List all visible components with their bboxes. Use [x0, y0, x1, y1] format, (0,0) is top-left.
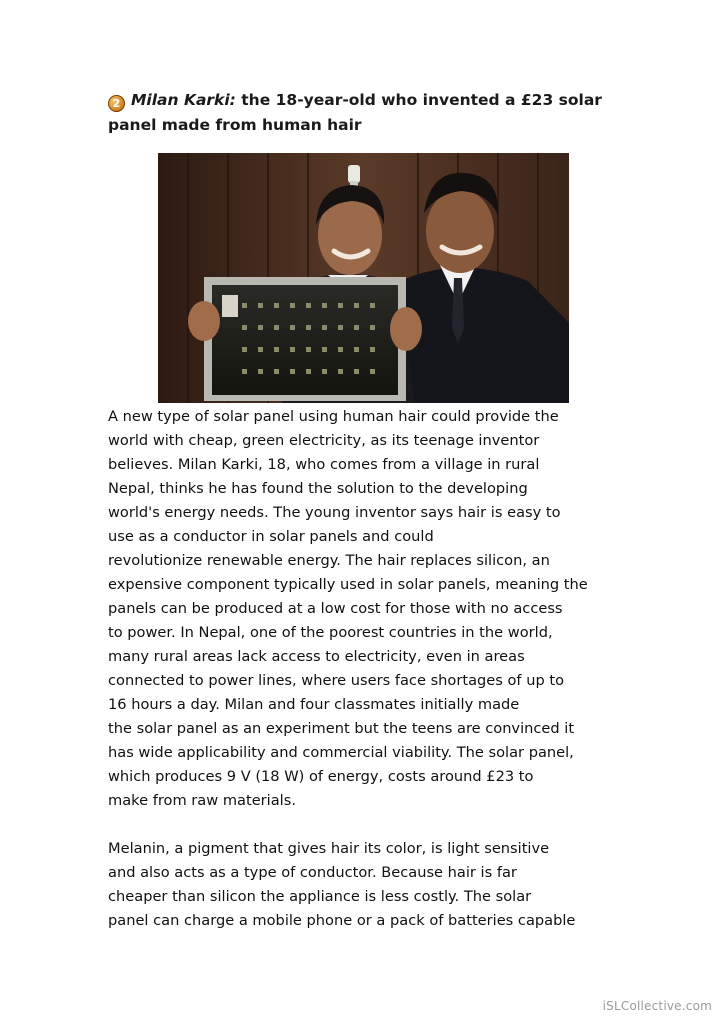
heading-name: Milan Karki: — [131, 91, 236, 109]
text-line: many rural areas lack access to electricity, even in areas — [108, 648, 525, 665]
heading-title-line1: the 18-year-old who invented a £23 solar — [235, 91, 602, 109]
text-line: revolutionize renewable energy. The hair replaces silicon, an — [108, 552, 550, 569]
text-line: panels can be produced at a low cost for those with no access — [108, 600, 563, 617]
text-line: A new type of solar panel using human hair could provide the — [108, 408, 559, 425]
text-line: use as a conductor in solar panels and could — [108, 528, 434, 545]
article-photo — [158, 153, 569, 403]
text-line: which produces 9 V (18 W) of energy, costs around £23 to — [108, 768, 534, 785]
text-line: panel can charge a mobile phone or a pack of batteries capable — [108, 912, 576, 929]
article-body — [108, 405, 628, 933]
text-line: believes. Milan Karki, 18, who comes from a village in rural — [108, 456, 540, 473]
site-watermark: iSLCollective.com — [602, 999, 712, 1013]
paragraph-2 — [108, 837, 628, 933]
text-line: to power. In Nepal, one of the poorest countries in the world, — [108, 624, 553, 641]
text-line: world with cheap, green electricity, as its teenage inventor — [108, 432, 540, 449]
text-line: expensive component typically used in solar panels, meaning the — [108, 576, 588, 593]
text-line: the solar panel as an experiment but the teens are convinced it — [108, 720, 575, 737]
text-line: connected to power lines, where users face shortages of up to — [108, 672, 565, 689]
photo-illustration — [158, 153, 569, 403]
article-heading — [108, 88, 628, 138]
text-line: cheaper than silicon the appliance is less costly. The solar — [108, 888, 532, 905]
text-line: make from raw materials. — [108, 792, 296, 809]
numbered-circle-icon: 2 — [108, 95, 125, 112]
heading-title-line2: panel made from human hair — [108, 116, 362, 134]
text-line: world's energy needs. The young inventor says hair is easy to — [108, 504, 561, 521]
paragraph-1 — [108, 405, 628, 813]
text-line: and also acts as a type of conductor. Because hair is far — [108, 864, 517, 881]
text-line: Nepal, thinks he has found the solution to the developing — [108, 480, 528, 497]
text-line: 16 hours a day. Milan and four classmates initially made — [108, 696, 520, 713]
text-line: Melanin, a pigment that gives hair its color, is light sensitive — [108, 840, 550, 857]
text-line: has wide applicability and commercial viability. The solar panel, — [108, 744, 574, 761]
